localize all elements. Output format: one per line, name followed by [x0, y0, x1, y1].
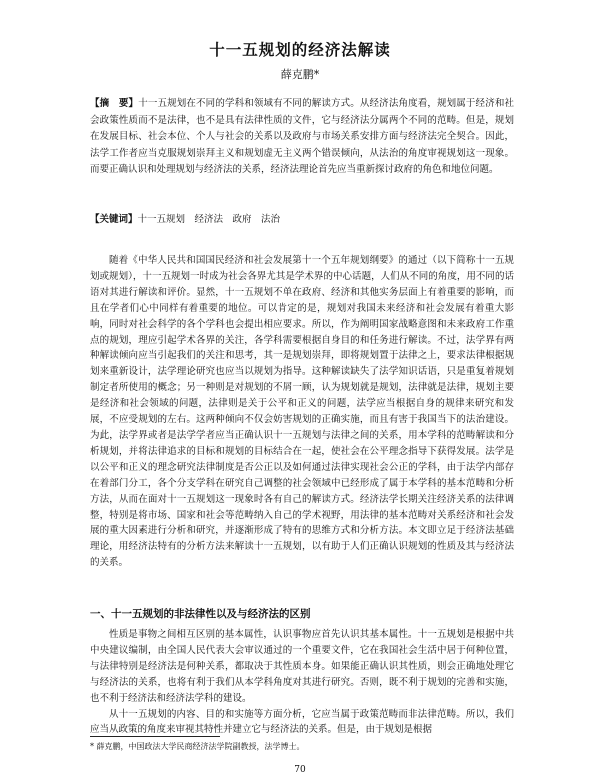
intro-section: [90, 253, 514, 571]
abstract-block: [90, 96, 514, 179]
section-heading: 一、十一五规划的非法律性以及与经济法的区别: [90, 608, 311, 620]
keywords-label: 【关键词】: [90, 214, 138, 225]
section-body: [90, 627, 514, 738]
keywords-block: [90, 212, 514, 228]
intro-paragraph: 随着《中华人民共和国国民经济和社会发展第十一个五年规划纲要》的通过（以下简称十一五规划或规划），十一五规划一时成为社会各界尤其是学术界的中心话题，人们从不同的角度，用不同的话语对其进行解读和评价。显然，十一五规划不单在政府、经济和其他实务层面上有着重要的影响，而且在学者们心中同样有着重要的地位。可以肯定的是，规划对我国未来经济和社会发展有着重大影响，同时对社会科学的各个学科也会提出相应要求。所以，作为阐明国家战略意图和未来政府工作重点的规划，理应引起学术各界的关注，各学科需要根据自身目的和任务进行解读。不过，法学界有两种解读倾向应当引起我们的关注和思考，其一是规划崇拜，即将规划置于法律之上，要求法律根据规划来重新设计，法学理论研究也应当以规划为指导。这种解读缺失了法学知识话语，只是重复着规划制定者所使用的概念；另一种则是对规划的不屑一顾，认为规划就是规划，法律就是法律，规划主要是经济和社会领域的问题，法律则是关于公平和正义的问题，法学应当根据自身的规律来研究和发展，不应受规划的左右。这两种倾向不仅会妨害规划的正确实施，而且有害于我国当下的法治建设。为此，法学界或者是法学学者应当正确认识十一五规划与法律之间的关系，用本学科的范畴解读和分析规划，并将法律追求的目标和规划的目标结合在一起，使社会在公平理念指导下获得发展。法学是以公平和正义的理念研究法律制度是否公正以及如何通过法律实现社会公正的学科，由于法学内部存在着部门分工，各个分支学科在研究自己调整的社会领域中已经形成了属于本学科的基本范畴和分析方法，从而在面对十一五规划这一现象时各有自己的解读方式。经济法学长期关注经济关系的法律调整，特别是将市场、国家和社会等范畴纳入自己的学术视野，用法律的基本范畴对关系经济和社会发展的重大因素进行分析和研究，并逐渐形成了特有的思维方式和分析方法。本文即立足于经济法基础理论，用经济法特有的分析方法来解读十一五规划，以有助于人们正确认识规划的性质及其与经济法的关系。: [90, 255, 514, 569]
footnote: * 薛克鹏，中国政法大学民商经济法学院副教授，法学博士。: [90, 742, 305, 751]
page-number: 70: [294, 765, 306, 775]
article-title: 十一五规划的经济法解读: [209, 41, 391, 59]
article-author: 薛克鹏*: [280, 68, 320, 81]
keywords-text: 十一五规划 经济法 政府 法治: [137, 214, 281, 225]
abstract-label: 【摘 要】: [90, 98, 139, 109]
section-paragraph: 性质是事物之间相互区别的基本属性，认识事物应首先认识其基本属性。十一五规划是根据中共中央建议编制，由全国人民代表大会审议通过的一个重要文件，它在我国社会生活中居于何种位置，与法律特别是经济法是何种关系，都取决于其性质本身。如果能正确认识其性质，则会正确地处理它与经济法的关系，也将有利于我们从本学科角度对其进行研究。否则，既不利于规划的完善和实施，也不利于经济法和经济法学科的建设。: [90, 629, 514, 704]
footnote-divider: [90, 736, 220, 737]
abstract-text: 十一五规划在不同的学科和领域有不同的解读方式。从经济法角度看，规划属于经济和社会政策性质而不是法律，也不是具有法律性质的文件，它与经济法分属两个不同的范畴。但是，规划在发展目标、社会本位、个人与社会的关系以及政府与市场关系安排方面与经济法完全契合。因此，法学工作者应当克服规划崇拜主义和规划虚无主义两个错误倾向，从法治的角度审视规划这一现象。而要正确认识和处理规划与经济法的关系，经济法理论首先应当重新探讨政府的角色和地位问题。: [90, 98, 514, 175]
section-paragraph: 从十一五规划的内容、目的和实施等方面分析，它应当属于政策范畴而非法律范畴。所以，我们应当从政策的角度来审视其特性并建立它与经济法的关系。但是，由于规划是根据: [90, 708, 514, 736]
